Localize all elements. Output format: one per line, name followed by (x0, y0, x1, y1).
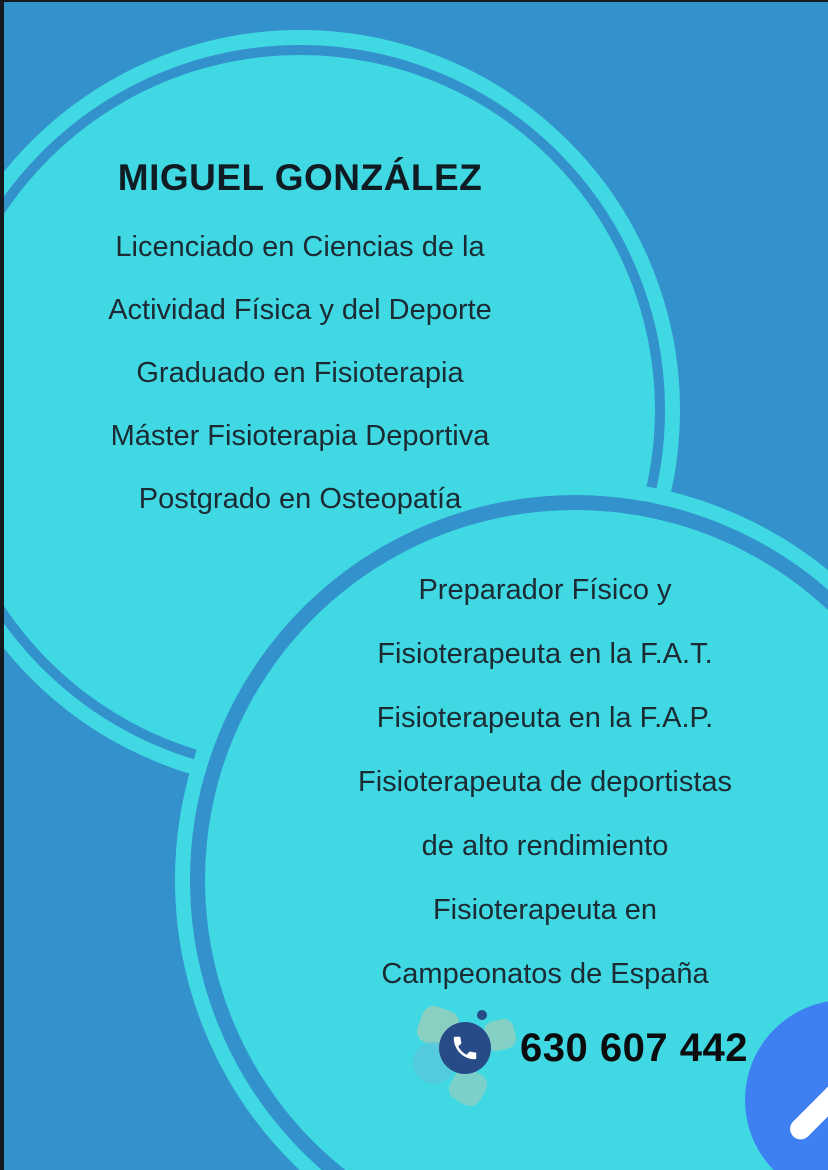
top-edge-strip (0, 0, 828, 2)
role-line: Fisioterapeuta en (432, 894, 658, 926)
role-line: Fisioterapeuta en la F.A.P. (376, 702, 714, 734)
role-line: Campeonatos de España (381, 958, 709, 990)
roles-block (245, 558, 828, 1006)
qualification-line: Actividad Física y del Deporte (108, 294, 492, 326)
role-line: Preparador Físico y (418, 574, 672, 606)
left-edge-strip (0, 0, 4, 1170)
qualification-line: Graduado en Fisioterapia (136, 357, 464, 389)
qualifications-block (0, 156, 600, 531)
qualification-line: Licenciado en Ciencias de la (115, 231, 485, 263)
role-line: de alto rendimiento (421, 830, 669, 862)
role-line: Fisioterapeuta en la F.A.T. (377, 638, 713, 670)
phone-badge-dot (477, 1010, 487, 1020)
phone-number: 630 607 442 (520, 1026, 748, 1070)
role-line: Fisioterapeuta de deportistas (358, 766, 732, 798)
pencil-icon (786, 1065, 828, 1143)
person-name: MIGUEL GONZÁLEZ (117, 157, 483, 198)
phone-icon (439, 1022, 491, 1074)
qualification-line: Máster Fisioterapia Deportiva (110, 420, 490, 452)
qualification-line: Postgrado en Osteopatía (138, 483, 462, 515)
phone-badge-group (413, 998, 517, 1102)
